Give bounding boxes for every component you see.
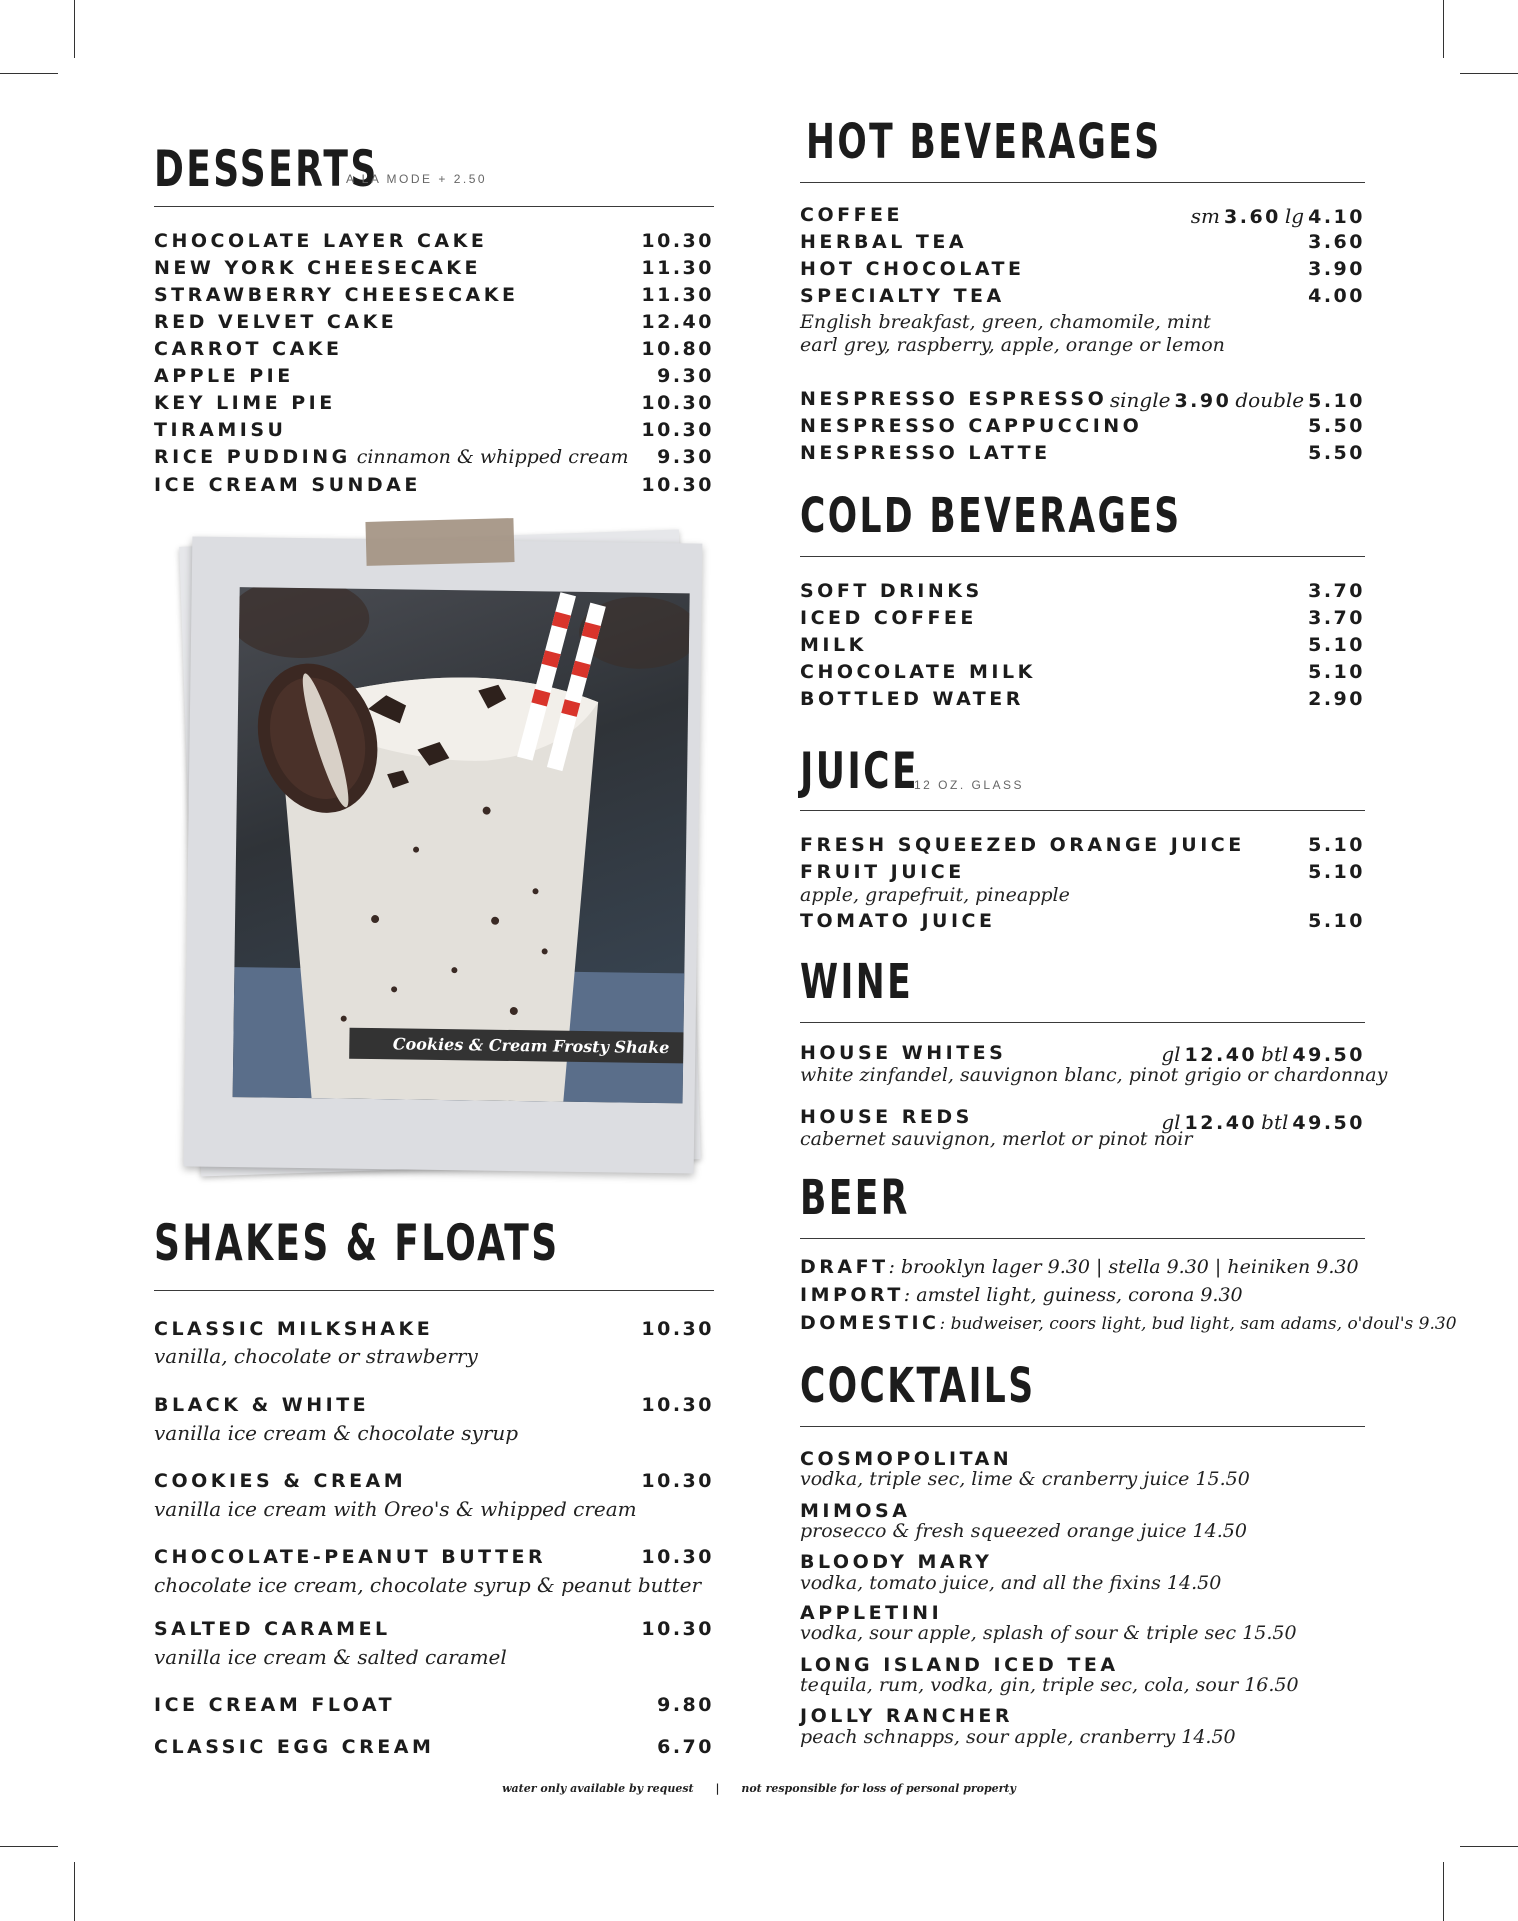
crop-mark [1460,1846,1518,1847]
item-desc: vodka, tomato juice, and all the fixins 14.50 [800,1572,1222,1594]
list-item [800,388,1365,414]
item-name: CARROT CAKE [154,338,343,360]
item-price: 5.50 [1308,415,1365,437]
price-value: 49.50 [1292,1044,1365,1066]
item-name [154,446,629,468]
size-label: btl [1261,1110,1289,1134]
juice-header [800,738,1365,811]
item-name: NESPRESSO LATTE [800,442,1051,464]
photo-card [154,520,714,1180]
beer-label: DRAFT [800,1256,889,1278]
beer-title: BEER [800,1170,910,1226]
item-price: 4.00 [1308,285,1365,307]
crop-mark [1443,1862,1444,1921]
item-price: 2.90 [1308,688,1365,710]
beer-text: : brooklyn lager 9.30 | stella 9.30 | heiniken 9.30 [888,1256,1359,1278]
cocktails-header [800,1356,1365,1427]
item-price: 10.30 [641,1318,714,1340]
crop-mark [1443,0,1444,58]
shake-photo [233,587,690,1103]
crop-mark [0,1846,58,1847]
size-label: gl [1161,1110,1181,1134]
footer-right: not responsible for loss of personal property [741,1782,1016,1795]
item-price [1157,1042,1365,1066]
list-item [154,1618,714,1644]
item-name: CHOCOLATE MILK [800,661,1036,683]
item-name: ICED COFFEE [800,607,977,629]
item-name: HOUSE WHITES [800,1042,1007,1064]
item-name: HOT CHOCOLATE [800,258,1025,280]
list-item [154,392,714,418]
item-name: TOMATO JUICE [800,910,996,932]
item-name: FRUIT JUICE [800,861,965,883]
item-desc: chocolate ice cream, chocolate syrup & peanut butter [154,1573,702,1597]
list-item [800,442,1365,468]
item-desc: vanilla ice cream & chocolate syrup [154,1421,519,1445]
item-name: HOUSE REDS [800,1106,973,1128]
wine-header [800,952,1365,1023]
shakes-header [154,1210,714,1291]
item-price: 10.30 [641,1618,714,1640]
beer-label: IMPORT [800,1284,904,1306]
item-name: JOLLY RANCHER [800,1705,1014,1727]
list-item [800,634,1365,660]
size-label: btl [1261,1042,1289,1066]
beer-text: : budweiser, coors light, bud light, sam adams, o'doul's 9.30 [939,1314,1457,1334]
crop-mark [0,73,58,74]
hot-title: HOT BEVERAGES [806,114,1162,170]
item-name: APPLETINI [800,1602,943,1624]
list-item [800,415,1365,441]
price-value: 4.10 [1308,206,1365,228]
item-name: APPLE PIE [154,365,294,387]
item-name: CLASSIC EGG CREAM [154,1736,435,1758]
list-item [154,311,714,337]
polaroid-front [184,536,703,1173]
item-price: 9.30 [657,365,714,387]
item-name: COSMOPOLITAN [800,1448,1013,1470]
shakes-title: SHAKES & FLOATS [154,1214,560,1272]
juice-subtitle: 12 OZ. GLASS [914,778,1025,792]
list-item [154,230,714,256]
beer-import [800,1284,1243,1306]
footer-separator: | [715,1782,720,1795]
list-item [800,204,1365,230]
list-item [800,834,1365,860]
item-name: CLASSIC MILKSHAKE [154,1318,434,1340]
item-name: CHOCOLATE-PEANUT BUTTER [154,1546,547,1568]
item-note: cinnamon & whipped cream [356,446,629,468]
item-name: KEY LIME PIE [154,392,336,414]
price-value: 12.40 [1184,1044,1258,1066]
list-item [800,661,1365,687]
price-value: 49.50 [1292,1112,1365,1134]
item-desc: peach schnapps, sour apple, cranberry 14.50 [800,1726,1236,1748]
list-item [154,284,714,310]
item-name: BOTTLED WATER [800,688,1024,710]
footer [0,1782,1518,1795]
size-label: sm [1190,204,1221,228]
item-name: COOKIES & CREAM [154,1470,407,1492]
item-price: 10.30 [641,474,714,496]
item-price: 5.10 [1308,861,1365,883]
item-price: 5.10 [1308,634,1365,656]
item-desc: vanilla, chocolate or strawberry [154,1344,478,1368]
item-price: 10.30 [641,1394,714,1416]
beer-label: DOMESTIC [800,1312,940,1334]
item-price [1106,388,1365,412]
item-price: 3.70 [1308,607,1365,629]
item-name: COFFEE [800,204,904,226]
item-price: 5.10 [1308,834,1365,856]
item-price: 11.30 [641,284,714,306]
item-name: SOFT DRINKS [800,580,983,602]
crop-mark [1460,73,1518,74]
item-name: ICE CREAM SUNDAE [154,474,421,496]
list-item [154,1318,714,1344]
list-item [154,1546,714,1572]
price-value: 12.40 [1184,1112,1258,1134]
size-label: single [1109,388,1171,412]
item-price: 3.70 [1308,580,1365,602]
beer-draft [800,1256,1359,1278]
item-price: 10.80 [641,338,714,360]
item-price: 10.30 [641,230,714,252]
price-value: 3.90 [1174,390,1232,412]
hot-header [800,112,1365,183]
desserts-subtitle: A LA MODE + 2.50 [346,172,488,186]
tape-strip [365,518,514,566]
crop-mark [74,0,75,58]
size-label: gl [1161,1042,1181,1066]
juice-title: JUICE [800,742,919,800]
item-price: 10.30 [641,392,714,414]
list-item [800,688,1365,714]
wine-title: WINE [800,954,914,1010]
item-name: HERBAL TEA [800,231,968,253]
item-price [1157,1110,1365,1134]
list-item [800,258,1365,284]
item-name: MILK [800,634,867,656]
size-label: double [1235,388,1305,412]
item-price: 11.30 [641,257,714,279]
list-item [154,365,714,391]
list-item [154,1694,714,1720]
item-price: 12.40 [641,311,714,333]
item-name-text: RICE PUDDING [154,446,351,468]
desserts-title: DESSERTS [154,140,379,198]
list-item [154,257,714,283]
cold-title: COLD BEVERAGES [800,488,1182,544]
photo-caption: Cookies & Cream Frosty Shake [349,1028,684,1064]
item-name: TIRAMISU [154,419,287,441]
price-value: 3.60 [1224,206,1281,228]
item-name: CHOCOLATE LAYER CAKE [154,230,488,252]
item-name: ICE CREAM FLOAT [154,1694,396,1716]
list-item [154,419,714,445]
item-desc: vanilla ice cream & salted caramel [154,1645,507,1669]
item-name: NESPRESSO CAPPUCCINO [800,415,1143,437]
cold-header [800,486,1365,557]
item-price: 10.30 [641,1546,714,1568]
item-name: BLACK & WHITE [154,1394,370,1416]
list-item [154,474,714,500]
item-name: NEW YORK CHEESECAKE [154,257,481,279]
list-item [154,1470,714,1496]
item-desc: apple, grapefruit, pineapple [800,884,1070,906]
item-name: STRAWBERRY CHEESECAKE [154,284,519,306]
beer-header [800,1168,1365,1239]
cocktails-title: COCKTAILS [800,1358,1036,1414]
size-label: lg [1284,204,1305,228]
price-value: 5.10 [1308,390,1365,412]
list-item [800,580,1365,606]
list-item [800,607,1365,633]
item-name: BLOODY MARY [800,1551,993,1573]
list-item [800,231,1365,257]
beer-text: : amstel light, guiness, corona 9.30 [903,1284,1243,1306]
item-desc: earl grey, raspberry, apple, orange or lemon [800,334,1225,356]
item-desc: prosecco & fresh squeezed orange juice 14.50 [800,1520,1247,1542]
footer-left: water only available by request [502,1782,694,1795]
item-price: 5.10 [1308,661,1365,683]
desserts-header [154,132,714,207]
list-item [800,285,1365,311]
item-name: SPECIALTY TEA [800,285,1005,307]
item-desc: vodka, sour apple, splash of sour & triple sec 15.50 [800,1622,1297,1644]
item-price: 5.10 [1308,910,1365,932]
item-price: 9.30 [657,446,714,468]
item-price: 3.60 [1308,231,1365,253]
item-desc: vodka, triple sec, lime & cranberry juice 15.50 [800,1468,1250,1490]
item-desc: English breakfast, green, chamomile, mint [800,311,1211,333]
item-desc: white zinfandel, sauvignon blanc, pinot grigio or chardonnay [800,1064,1388,1086]
item-price: 10.30 [641,1470,714,1492]
shake-illustration [233,587,690,1103]
item-price [1187,204,1365,228]
item-price: 6.70 [657,1736,714,1758]
list-item [154,338,714,364]
item-name: NESPRESSO ESPRESSO [800,388,1108,410]
item-price: 9.80 [657,1694,714,1716]
item-price: 10.30 [641,419,714,441]
item-price: 3.90 [1308,258,1365,280]
item-name: RED VELVET CAKE [154,311,398,333]
list-item [154,1736,714,1762]
item-name: FRESH SQUEEZED ORANGE JUICE [800,834,1245,856]
item-name: LONG ISLAND ICED TEA [800,1654,1119,1676]
list-item [154,446,714,472]
list-item [154,1394,714,1420]
item-price: 5.50 [1308,442,1365,464]
beer-domestic [800,1312,1457,1334]
item-desc: cabernet sauvignon, merlot or pinot noir [800,1128,1193,1150]
crop-mark [74,1862,75,1921]
item-name: MIMOSA [800,1500,911,1522]
item-desc: tequila, rum, vodka, gin, triple sec, cola, sour 16.50 [800,1674,1299,1696]
item-desc: vanilla ice cream with Oreo's & whipped cream [154,1497,637,1521]
list-item [800,910,1365,936]
item-name: SALTED CARAMEL [154,1618,391,1640]
